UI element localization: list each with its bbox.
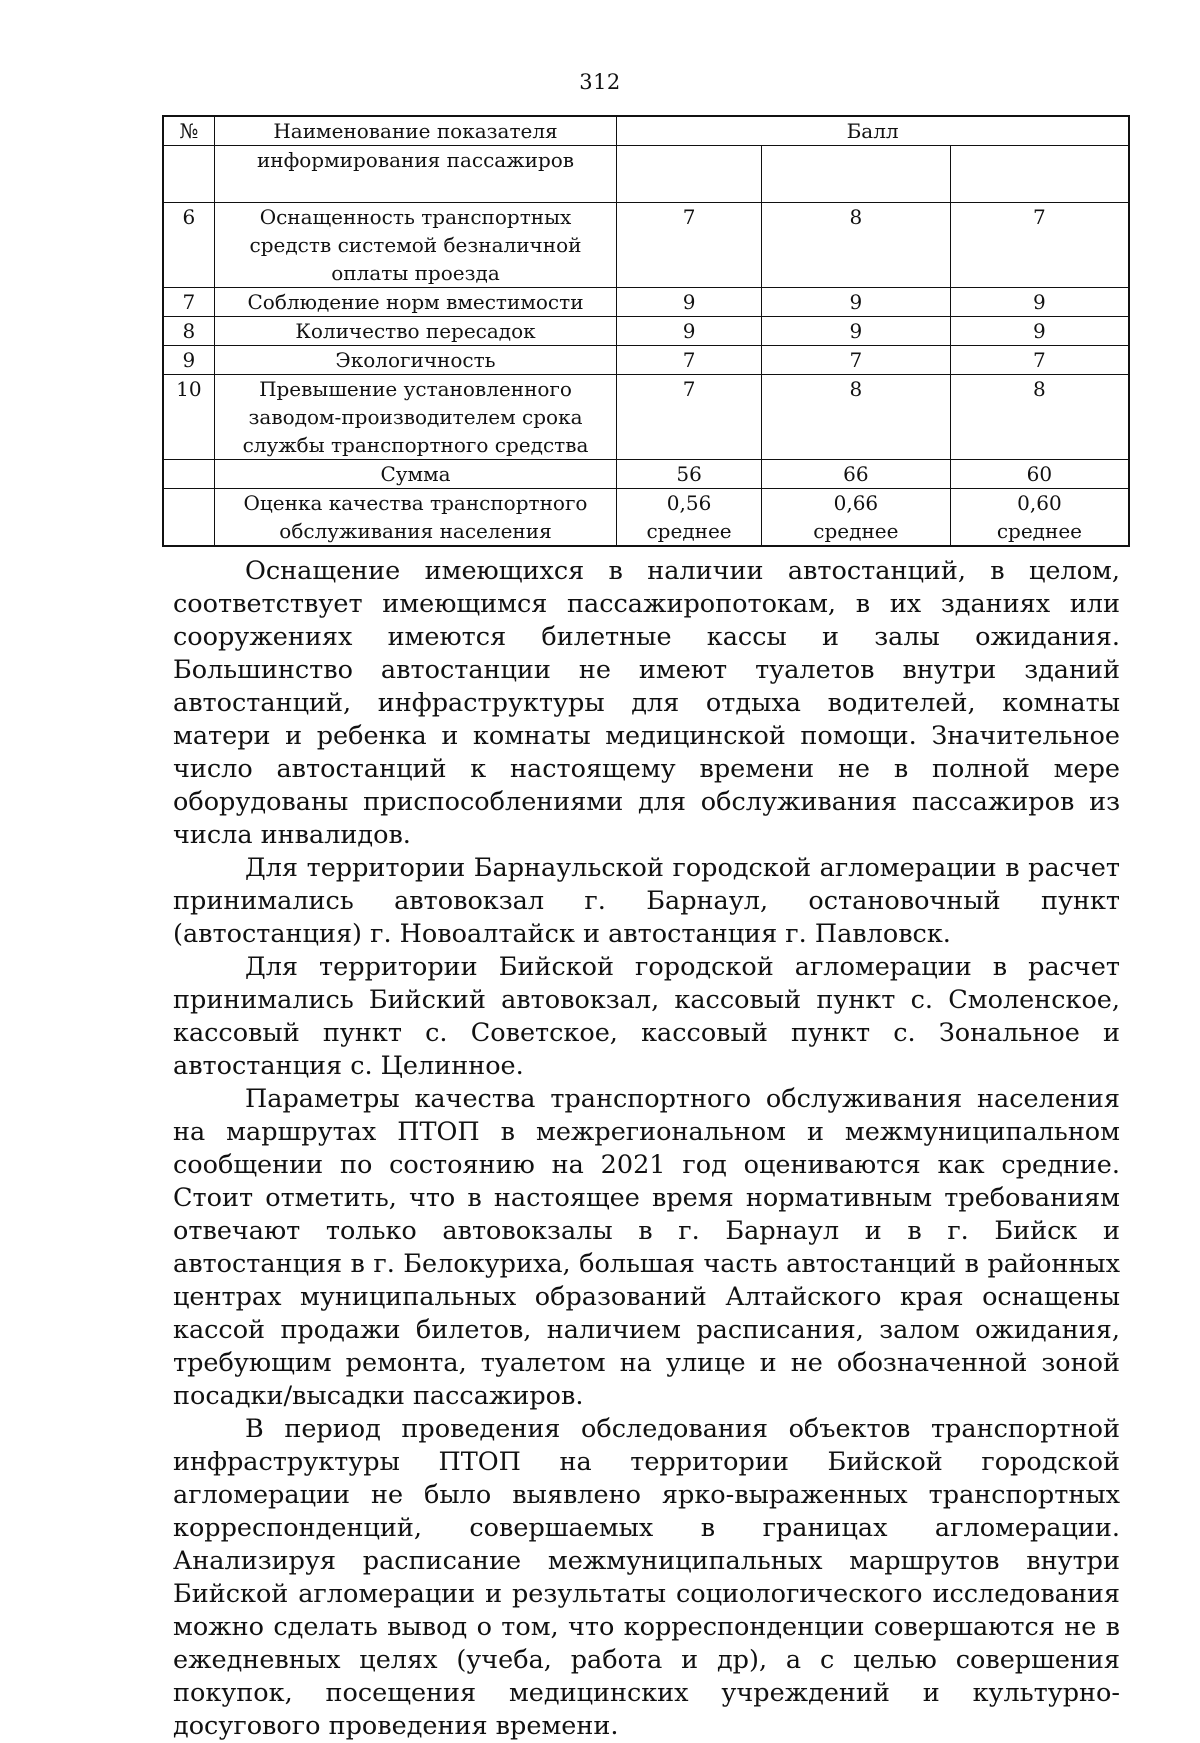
cell-name-line: Оснащенность транспортных: [259, 205, 572, 229]
cell-score-1-line: [621, 146, 757, 174]
cell-name: [214, 375, 616, 460]
cell-score-2: [761, 146, 950, 203]
cell-name-line: оплаты проезда: [331, 261, 500, 285]
cell-score-1: [617, 346, 762, 375]
cell-name-line: Соблюдение норм вместимости: [247, 290, 584, 314]
cell-score-1-line: 7: [682, 205, 696, 229]
cell-score-2-line: 9: [849, 290, 863, 314]
paragraph: Параметры качества транспортного обслуживания населения на маршрутах ПТОП в межрегиональном и межмуниципальном сообщении по состоянию на 2021 год оцениваются как средние. Стоит отметить, что в настоящее время нормативным требованиям отвечают только автовокзалы в г. Барнаул и в г. Бийск и автостанция в г. Белокуриха, большая часть автостанций в районных центрах муниципальных образований Алтайского края оснащены кассой продажи билетов, наличием расписания, залом ожидания, требующим ремонта, туалетом на улице и не обозначенной зоной посадки/высадки пассажиров.: [173, 1084, 1120, 1411]
cell-score-2-line: среднее: [813, 519, 899, 543]
cell-score-2: [761, 375, 950, 460]
cell-score-3-line: среднее: [996, 519, 1082, 543]
cell-score-1-line: среднее: [646, 519, 732, 543]
cell-score-2-line: 66: [843, 462, 869, 486]
cell-score-1: [617, 146, 762, 203]
cell-name-line: средств системой безналичной: [249, 233, 582, 257]
cell-score-3: [950, 146, 1129, 203]
cell-score-1-line: [621, 174, 757, 202]
cell-num: 8: [163, 317, 214, 346]
cell-name-line: Превышение установленного: [259, 377, 572, 401]
cell-score-3-line: 9: [1033, 290, 1046, 314]
cell-name: [214, 489, 616, 547]
cell-name-line: обслуживания населения: [279, 519, 552, 543]
cell-name: [214, 317, 616, 346]
cell-score-3: [950, 317, 1129, 346]
cell-score-3: [950, 489, 1129, 547]
paragraph: Оснащение имеющихся в наличии автостанций, в целом, соответствует имеющимся пассажиропотокам, в их зданиях или сооружениях имеются билетные кассы и залы ожидания. Большинство автостанции не имеют туалетов внутри зданий автостанций, инфраструктуры для отдыха водителей, комнаты матери и ребенка и комнаты медицинской помощи. Значительное число автостанций к настоящему времени не в полной мере оборудованы приспособлениями для обслуживания пассажиров из числа инвалидов.: [173, 556, 1120, 850]
cell-num: [163, 460, 214, 489]
cell-score-2-line: 7: [849, 348, 863, 372]
cell-score-3-line: [955, 146, 1124, 174]
cell-score-3: [950, 460, 1129, 489]
cell-score-3-line: 0,60: [1017, 491, 1062, 515]
cell-name-line: службы транспортного средства: [242, 433, 589, 457]
header-num: №: [163, 116, 214, 146]
cell-score-3-line: 8: [1033, 377, 1046, 401]
cell-num: [163, 489, 214, 547]
cell-score-3: [950, 375, 1129, 460]
cell-score-1-line: 7: [682, 348, 696, 372]
cell-score-2-line: [766, 146, 946, 174]
cell-score-1-line: 56: [676, 462, 702, 486]
cell-score-3-line: [955, 174, 1124, 202]
cell-score-2-line: 8: [849, 205, 863, 229]
body-text: [173, 555, 1120, 1743]
cell-score-2-line: [766, 174, 946, 202]
paragraph: Для территории Барнаульской городской агломерации в расчет принимались автовокзал г. Барнаул, остановочный пункт (автостанция) г. Новоалтайск и автостанция г. Павловск.: [173, 853, 1120, 949]
cell-score-1: [617, 460, 762, 489]
table-row: [163, 288, 1129, 317]
cell-score-1: [617, 317, 762, 346]
cell-score-2: [761, 346, 950, 375]
cell-name-line: информирования пассажиров: [256, 148, 575, 172]
table-row: [163, 460, 1129, 489]
cell-score-3-line: 7: [1033, 348, 1046, 372]
cell-name: [214, 346, 616, 375]
cell-name: [214, 203, 616, 288]
cell-score-3: [950, 346, 1129, 375]
cell-num: 7: [163, 288, 214, 317]
cell-num: 9: [163, 346, 214, 375]
cell-score-3: [950, 288, 1129, 317]
table-row: [163, 489, 1129, 547]
cell-name-line: Количество пересадок: [295, 319, 536, 343]
cell-score-2: [761, 489, 950, 547]
cell-score-1-line: 9: [682, 319, 696, 343]
cell-score-3-line: 7: [1033, 205, 1046, 229]
table-row: [163, 317, 1129, 346]
score-table: [162, 115, 1130, 547]
cell-num: [163, 146, 214, 203]
table-row: [163, 346, 1129, 375]
cell-score-2: [761, 288, 950, 317]
header-score: Балл: [617, 116, 1129, 146]
cell-score-3: [950, 203, 1129, 288]
cell-score-1-line: 9: [682, 290, 696, 314]
page-number: 312: [579, 70, 621, 94]
cell-score-2: [761, 317, 950, 346]
cell-score-1: [617, 288, 762, 317]
cell-name: [214, 146, 616, 203]
table-row: [163, 203, 1129, 288]
cell-score-2-line: 0,66: [833, 491, 879, 515]
cell-score-1-line: 0,56: [666, 491, 712, 515]
cell-score-1: [617, 203, 762, 288]
cell-score-2-line: 8: [849, 377, 863, 401]
cell-score-2: [761, 460, 950, 489]
cell-score-2-line: 9: [849, 319, 863, 343]
cell-name-line: Сумма: [380, 462, 451, 486]
cell-name-line: Оценка качества транспортного: [243, 491, 588, 515]
header-name: Наименование показателя: [214, 116, 616, 146]
cell-score-2: [761, 203, 950, 288]
table-body: [163, 146, 1129, 547]
table-header-row: [163, 116, 1129, 146]
cell-name: [214, 288, 616, 317]
paragraph: Для территории Бийской городской агломерации в расчет принимались Бийский автовокзал, кассовый пункт с. Смоленское, кассовый пункт с. Советское, кассовый пункт с. Зональное и автостанция с. Целинное.: [173, 952, 1120, 1081]
cell-score-1: [617, 375, 762, 460]
cell-score-1-line: 7: [682, 377, 696, 401]
paragraph: В период проведения обследования объектов транспортной инфраструктуры ПТОП на территории Бийской городской агломерации не было выявлено ярко-выраженных транспортных корреспонденций, совершаемых в границах агломерации. Анализируя расписание межмуниципальных маршрутов внутри Бийской агломерации и результаты социологического исследования можно сделать вывод о том, что корреспонденции совершаются не в ежедневных целях (учеба, работа и др), а с целью совершения покупок, посещения медицинских учреждений и культурно-досугового проведения времени.: [173, 1414, 1120, 1741]
cell-name: [214, 460, 616, 489]
cell-score-3-line: 60: [1026, 462, 1053, 486]
cell-score-1: [617, 489, 762, 547]
cell-name-line: заводом-производителем срока: [248, 405, 583, 429]
table-row: [163, 375, 1129, 460]
table-row: [163, 146, 1129, 203]
cell-name-line: Экологичность: [335, 348, 496, 372]
cell-num: 10: [163, 375, 214, 460]
cell-num: 6: [163, 203, 214, 288]
cell-score-3-line: 9: [1033, 319, 1046, 343]
